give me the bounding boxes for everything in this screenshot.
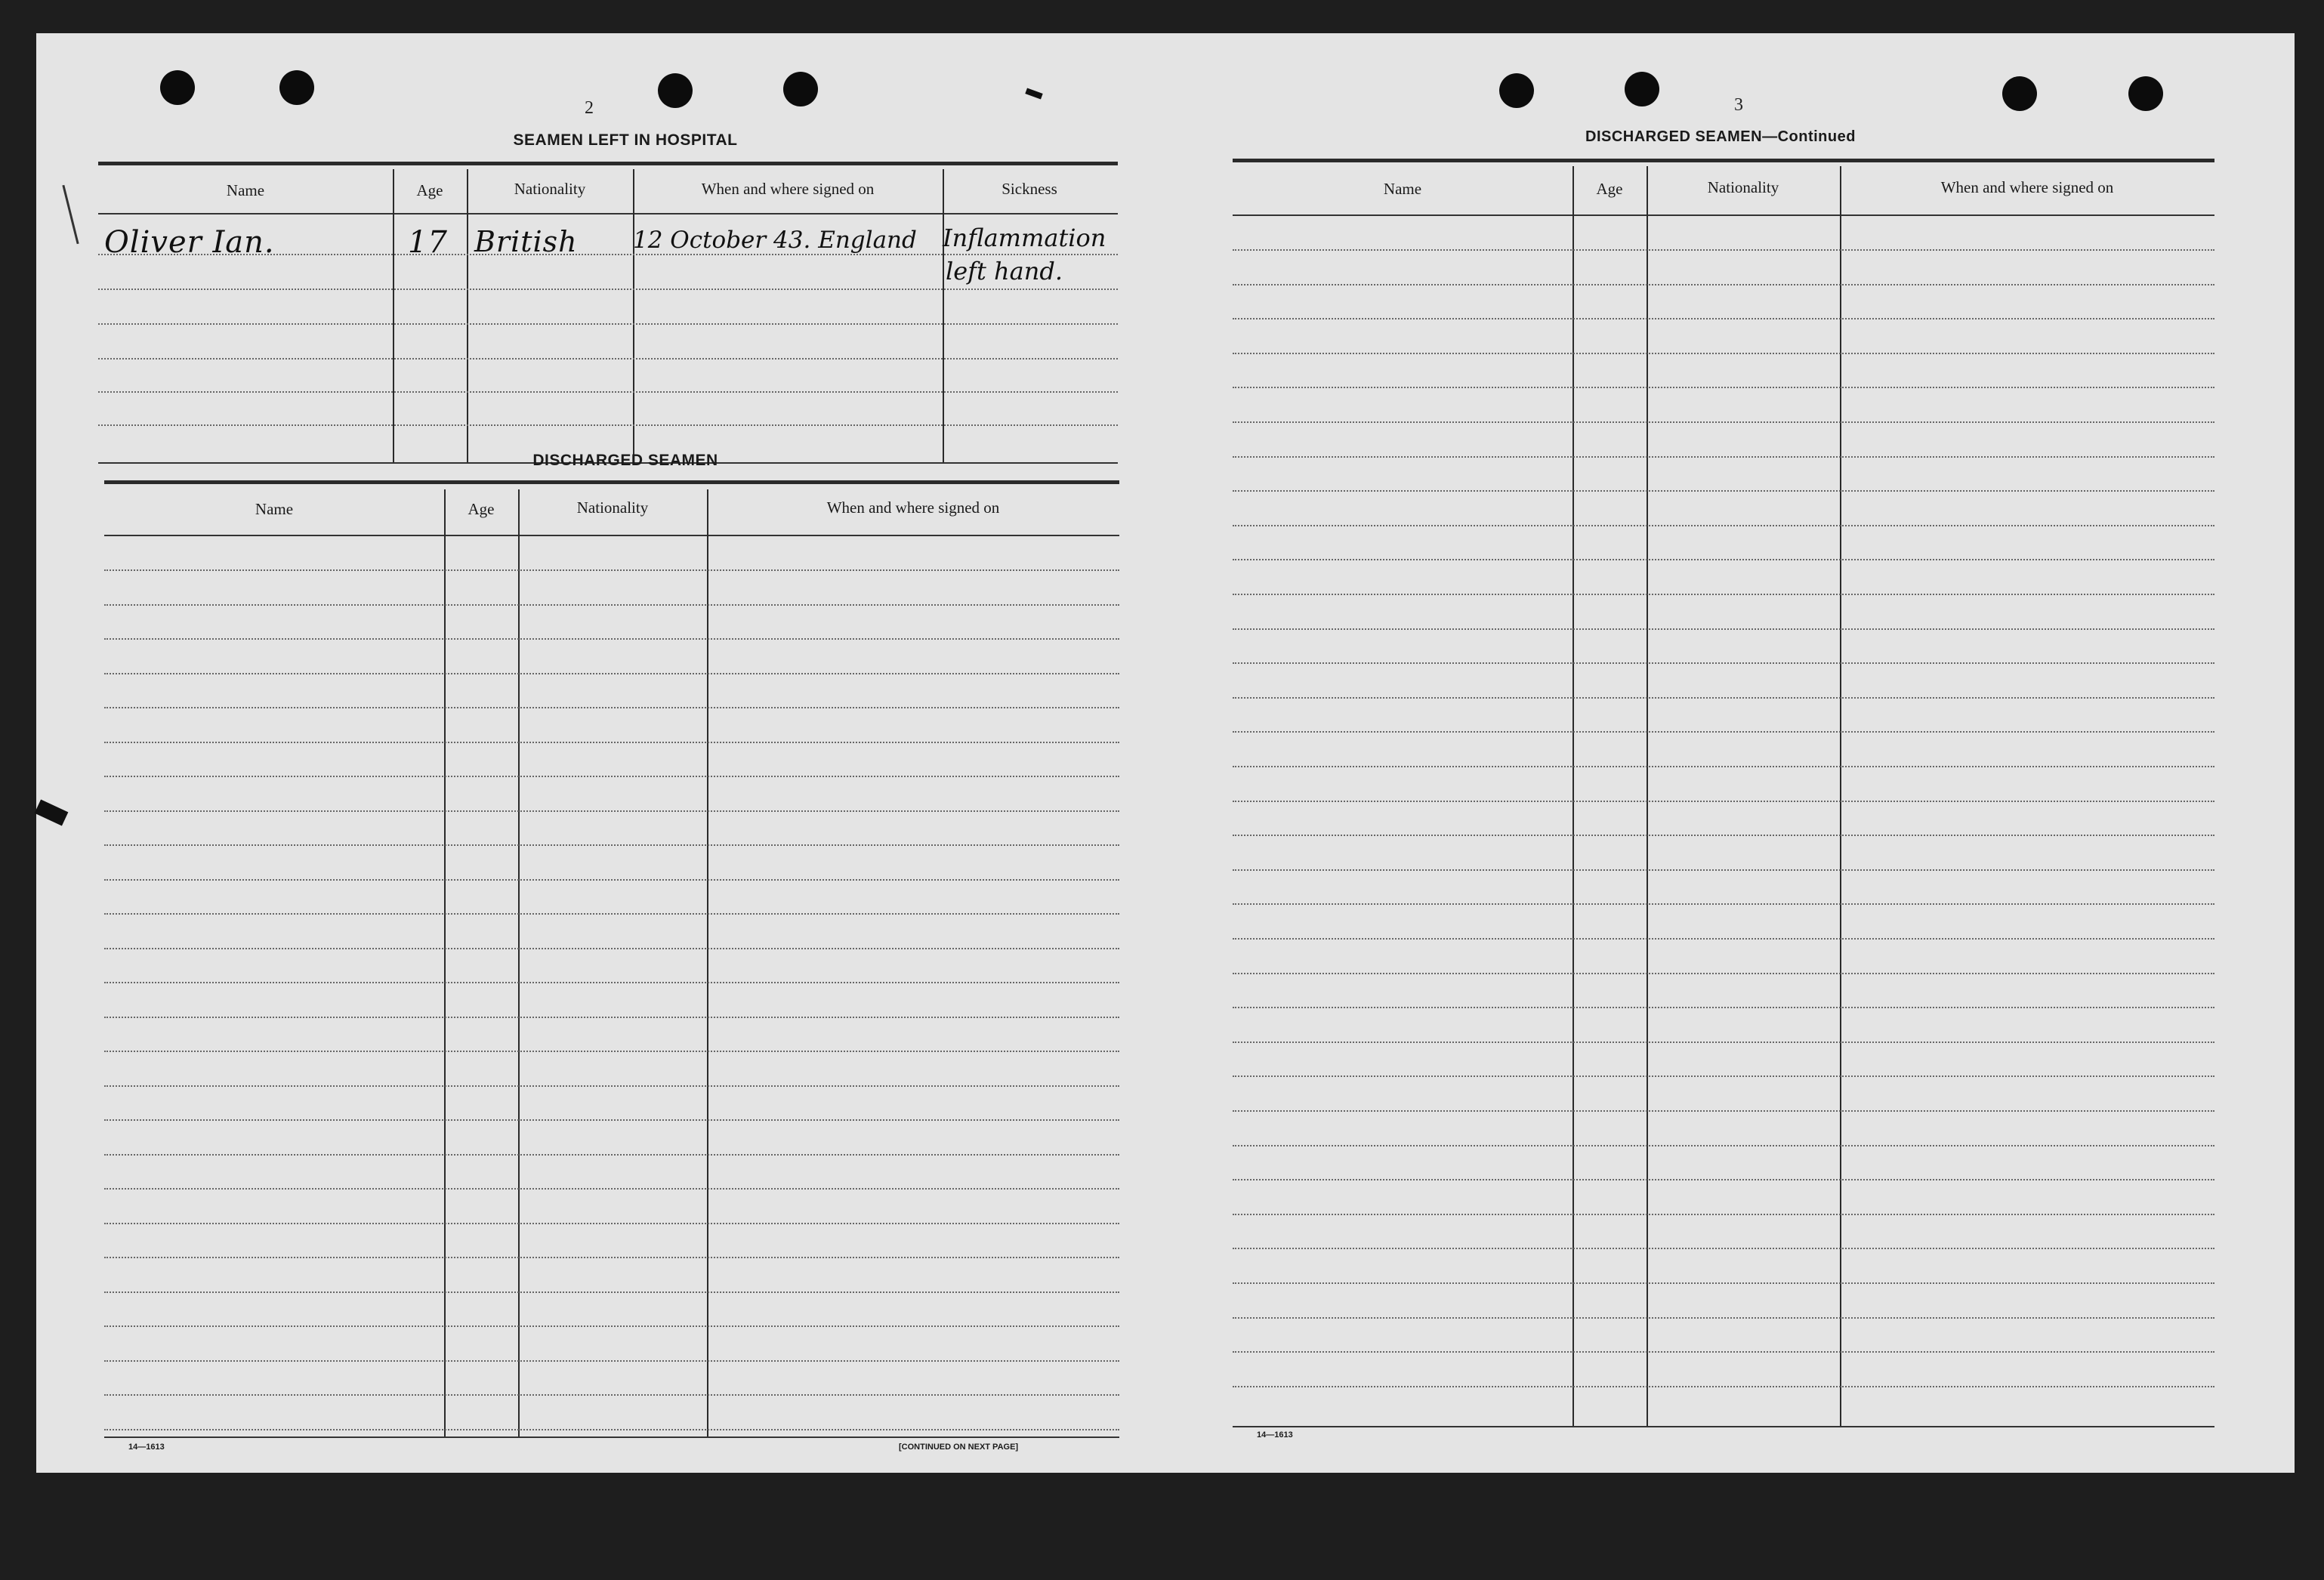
entry-name: Oliver Ian.	[104, 225, 275, 260]
table-row-line	[104, 948, 1119, 949]
table-row-line	[1233, 525, 2214, 526]
table-row-line	[1233, 1351, 2214, 1353]
entry-nationality: British	[474, 225, 578, 258]
table-row-line	[1233, 903, 2214, 905]
punch-hole	[160, 70, 195, 105]
punch-hole	[2128, 76, 2163, 111]
table-row-line	[104, 1325, 1119, 1327]
table-row-line	[104, 1223, 1119, 1224]
discharged-bottom-rule	[104, 1437, 1119, 1438]
punch-hole	[1625, 72, 1659, 106]
punch-hole	[783, 72, 818, 106]
table-row-line	[1233, 318, 2214, 319]
table-row-line	[1233, 559, 2214, 560]
table-row-line	[104, 1119, 1119, 1121]
table-row-line	[104, 913, 1119, 915]
table-row-line	[104, 604, 1119, 606]
table-row-line	[1233, 938, 2214, 940]
discharged-continued-title: DISCHARGED SEAMEN—Continued	[1585, 128, 1856, 145]
discharged-header-rule	[104, 535, 1119, 536]
entry-signed-on: 12 October 43. England	[633, 227, 917, 254]
table-row-line	[1233, 662, 2214, 664]
table-row-line	[1233, 628, 2214, 630]
discharged-divider	[518, 489, 520, 1437]
table-row-line	[98, 424, 1118, 426]
table-row-line	[1233, 456, 2214, 458]
table-row-line	[104, 844, 1119, 846]
table-row-line	[1233, 1179, 2214, 1180]
right-bottom-rule	[1233, 1426, 2214, 1427]
hospital-divider	[943, 169, 944, 464]
table-row-line	[98, 358, 1118, 360]
table-row-line	[104, 879, 1119, 881]
table-row-line	[1233, 421, 2214, 423]
table-row-line	[104, 810, 1119, 812]
table-row-line	[1233, 1282, 2214, 1284]
hospital-col-signed-on: When and where signed on	[701, 180, 875, 198]
table-row-line	[98, 323, 1118, 325]
table-row-line	[104, 742, 1119, 743]
table-row-line	[104, 1154, 1119, 1156]
table-row-line	[104, 569, 1119, 571]
table-row-line	[104, 673, 1119, 674]
table-row-line	[1233, 1007, 2214, 1008]
punch-hole	[279, 70, 314, 105]
table-row-line	[1233, 387, 2214, 388]
right-top-rule	[1233, 159, 2214, 162]
table-row-line	[1233, 697, 2214, 699]
punch-hole	[1499, 73, 1534, 108]
discharged-section-title: DISCHARGED SEAMEN	[532, 452, 718, 469]
paper-speck	[35, 799, 69, 825]
table-row-line	[104, 1291, 1119, 1293]
table-row-line	[1233, 869, 2214, 871]
form-number-right: 14—1613	[1257, 1430, 1293, 1440]
continued-note: [CONTINUED ON NEXT PAGE]	[899, 1443, 1019, 1452]
table-row-line	[1233, 249, 2214, 251]
hospital-col-name: Name	[226, 181, 265, 199]
form-number-left: 14—1613	[128, 1443, 165, 1452]
hospital-divider	[393, 169, 394, 464]
table-row-line	[104, 638, 1119, 640]
margin-tick-mark	[62, 185, 79, 244]
table-row-line	[1233, 1317, 2214, 1319]
right-header-rule	[1233, 214, 2214, 216]
right-col-nationality: Nationality	[1707, 178, 1779, 196]
entry-age: 17	[408, 225, 448, 260]
punch-hole	[658, 73, 693, 108]
table-row-line	[1233, 594, 2214, 595]
table-row-line	[1233, 284, 2214, 285]
hospital-divider	[633, 169, 634, 464]
table-row-line	[1233, 1386, 2214, 1387]
table-row-line	[104, 1394, 1119, 1396]
discharged-divider	[444, 489, 446, 1437]
right-col-signed-on: When and where signed on	[1940, 178, 2114, 196]
table-row-line	[104, 707, 1119, 708]
right-divider	[1647, 166, 1648, 1426]
table-row-line	[104, 1188, 1119, 1190]
table-row-line	[1233, 1075, 2214, 1077]
punch-hole	[2002, 76, 2037, 111]
hospital-divider	[467, 169, 468, 464]
table-row-line	[104, 776, 1119, 777]
ledger-sheet	[36, 33, 2295, 1473]
right-divider	[1840, 166, 1841, 1426]
table-row-line	[1233, 1042, 2214, 1043]
right-col-name: Name	[1383, 180, 1422, 198]
hospital-col-nationality: Nationality	[514, 180, 586, 198]
entry-sickness-line1: Inflammation	[943, 224, 1106, 252]
discharged-top-rule	[104, 480, 1119, 484]
table-row-line	[1233, 731, 2214, 733]
table-row-line	[98, 289, 1118, 290]
table-row-line	[1233, 1248, 2214, 1249]
table-row-line	[1233, 1145, 2214, 1146]
page-number-left: 2	[585, 98, 594, 118]
right-col-age: Age	[1596, 180, 1623, 198]
table-row-line	[1233, 801, 2214, 802]
table-row-line	[104, 1017, 1119, 1018]
discharged-col-name: Name	[255, 500, 294, 518]
page-number-right: 3	[1734, 95, 1743, 115]
table-row-line	[104, 1360, 1119, 1362]
hospital-header-rule	[98, 213, 1118, 214]
table-row-line	[1233, 1214, 2214, 1215]
table-row-line	[1233, 766, 2214, 767]
right-divider	[1572, 166, 1574, 1426]
table-row-line	[104, 1257, 1119, 1258]
table-row-line	[98, 391, 1118, 393]
hospital-section-title: SEAMEN LEFT IN HOSPITAL	[513, 131, 738, 149]
discharged-col-age: Age	[468, 500, 495, 518]
table-row-line	[1233, 490, 2214, 492]
hospital-col-age: Age	[416, 181, 443, 199]
table-row-line	[1233, 353, 2214, 354]
table-row-line	[1233, 1110, 2214, 1112]
hospital-top-rule	[98, 162, 1118, 165]
entry-sickness-line2: left hand.	[946, 257, 1063, 285]
table-row-line	[104, 982, 1119, 983]
table-row-line	[1233, 973, 2214, 974]
discharged-col-signed-on: When and where signed on	[826, 498, 1000, 517]
table-row-line	[1233, 835, 2214, 836]
discharged-col-nationality: Nationality	[576, 498, 649, 517]
table-row-line	[104, 1085, 1119, 1087]
hospital-col-sickness: Sickness	[1002, 180, 1057, 198]
table-row-line	[104, 1051, 1119, 1052]
discharged-divider	[707, 489, 708, 1437]
table-row-line	[104, 1429, 1119, 1430]
paper-speck	[1025, 88, 1042, 99]
